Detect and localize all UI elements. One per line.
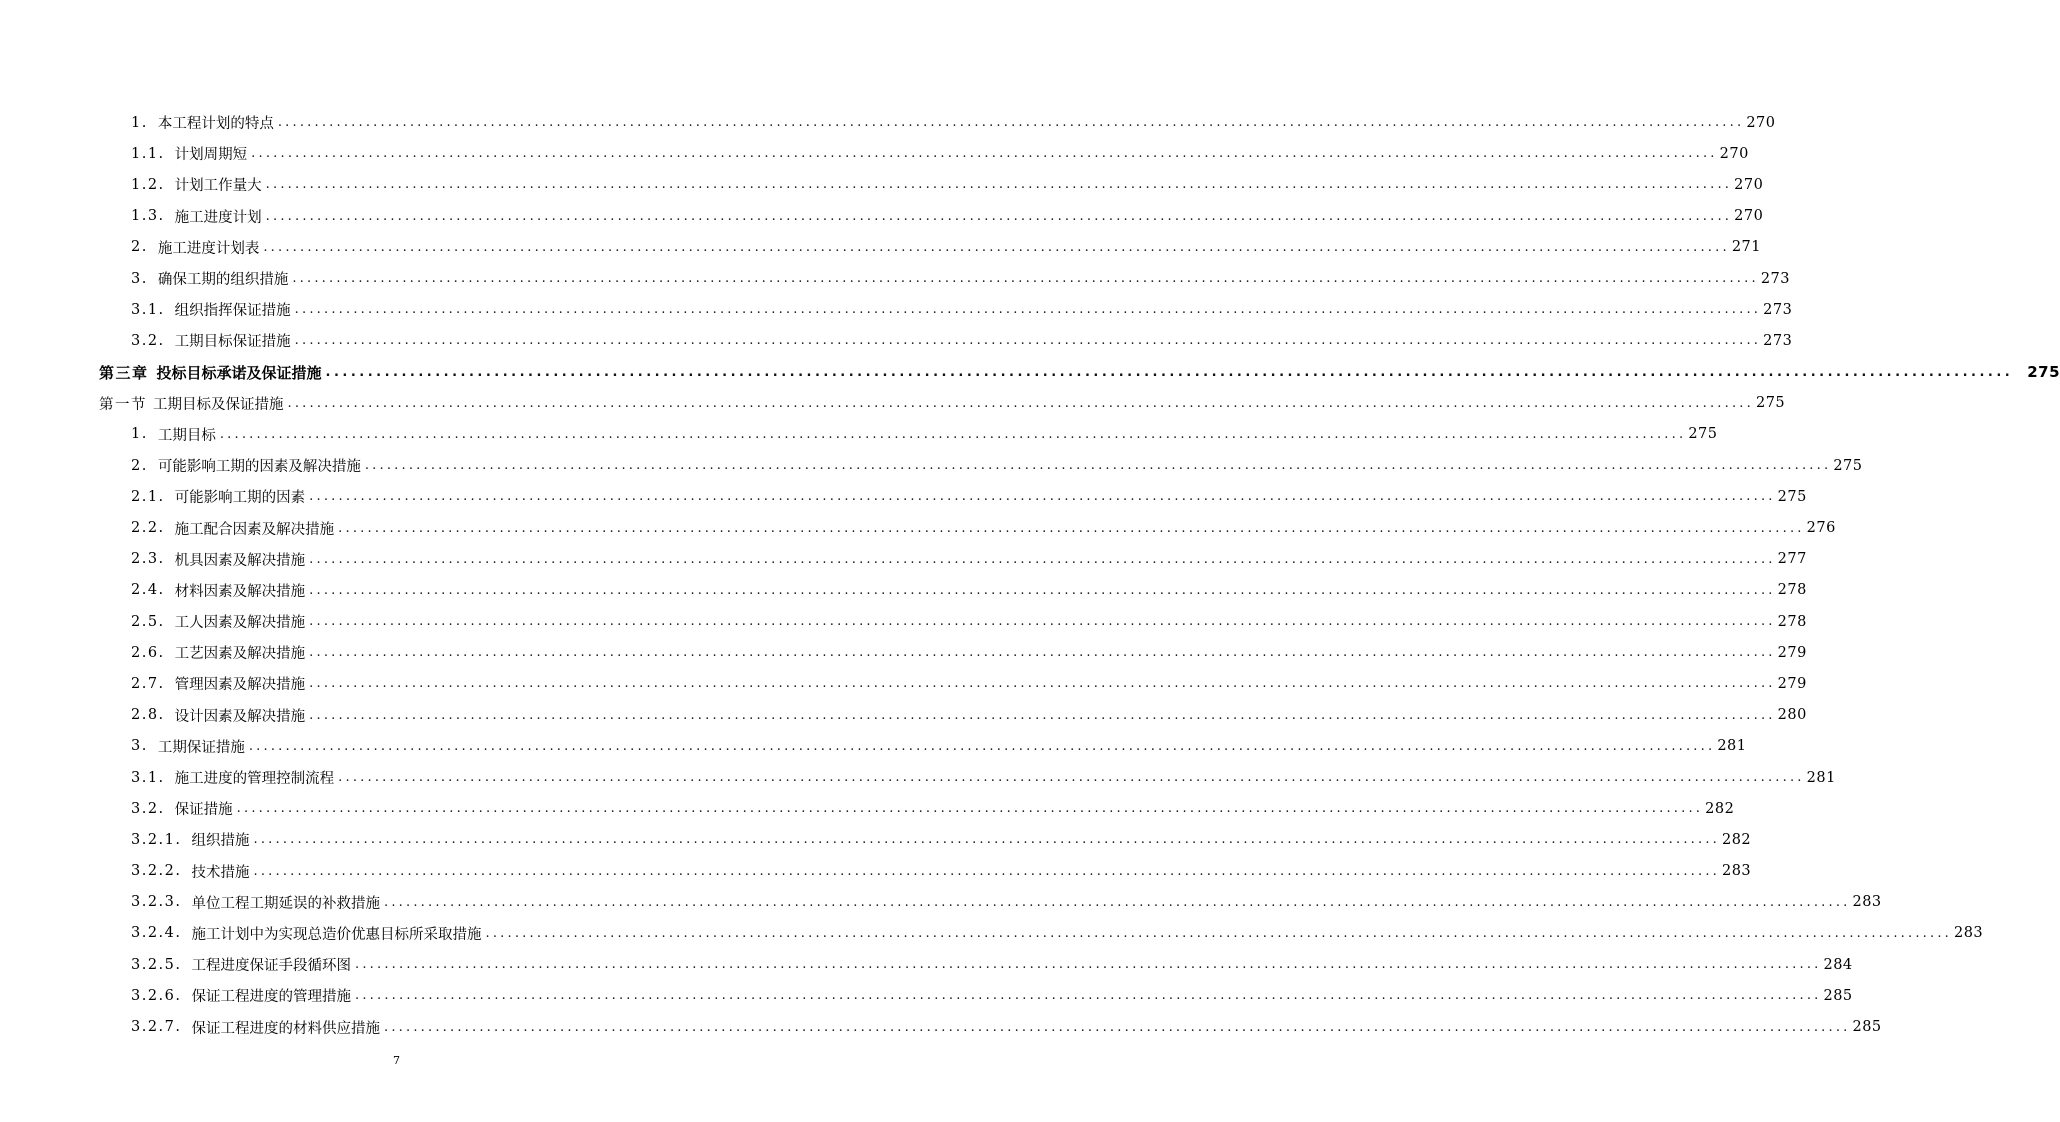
toc-entry-number: 3.2.7. bbox=[131, 1019, 182, 1036]
toc-entry-title: 可能影响工期的因素 bbox=[174, 490, 306, 507]
toc-entry-number: 3.2.2. bbox=[131, 863, 182, 880]
toc-entry-number: 1. bbox=[131, 426, 148, 443]
toc-entry-number: 3.1. bbox=[131, 301, 165, 318]
toc-entry[interactable] bbox=[0, 980, 1853, 1011]
toc-dot-leader: ........................................................................................................................................................................................................ bbox=[248, 738, 1716, 754]
toc-entry-title: 施工配合因素及解决措施 bbox=[174, 521, 335, 538]
toc-entry[interactable] bbox=[0, 606, 1807, 637]
toc-entry-number: 2.8. bbox=[131, 707, 165, 724]
toc-entry[interactable] bbox=[0, 512, 1836, 543]
toc-entry-page: 280 bbox=[1777, 707, 1807, 724]
toc-entry-title: 工人因素及解决措施 bbox=[174, 615, 306, 632]
toc-entry-page: 270 bbox=[1719, 145, 1749, 162]
toc-entry-number: 1.2. bbox=[131, 176, 165, 193]
toc-entry[interactable] bbox=[0, 107, 1776, 138]
toc-dot-leader: ........................................................................................................................................................................................................ bbox=[251, 146, 1718, 162]
toc-entry-page: 270 bbox=[1734, 208, 1764, 225]
toc-entry[interactable] bbox=[0, 450, 1863, 481]
toc-entry[interactable] bbox=[0, 856, 1752, 887]
toc-entry-title: 确保工期的组织措施 bbox=[157, 272, 289, 289]
toc-entry-title: 工期保证措施 bbox=[157, 739, 245, 756]
toc-dot-leader: ........................................................................................................................................................................................................ bbox=[287, 395, 1754, 411]
toc-entry[interactable] bbox=[0, 325, 1793, 356]
toc-entry-title: 工期目标及保证措施 bbox=[153, 396, 284, 413]
toc-dot-leader: ........................................................................................................................................................................................................ bbox=[263, 239, 1730, 255]
toc-dot-leader: ........................................................................................................................................................................................................ bbox=[384, 894, 1851, 910]
toc-entry-page: 273 bbox=[1760, 270, 1790, 287]
toc-entry[interactable] bbox=[0, 575, 1807, 606]
toc-entry-number: 3.2.6. bbox=[131, 987, 182, 1004]
toc-entry-title: 计划周期短 bbox=[174, 147, 248, 164]
table-of-contents bbox=[0, 107, 2060, 1043]
toc-entry-number: 3. bbox=[131, 738, 148, 755]
toc-entry-page: 285 bbox=[1823, 987, 1853, 1004]
toc-entry-title: 工期目标 bbox=[157, 427, 216, 444]
toc-entry-title: 技术措施 bbox=[191, 864, 250, 881]
toc-entry-number: 3.2.4. bbox=[131, 925, 182, 942]
toc-entry-number: 2. bbox=[131, 239, 148, 256]
toc-dot-leader: ........................................................................................................................................................................................................ bbox=[309, 707, 1776, 723]
toc-entry-number: 1.3. bbox=[131, 208, 165, 225]
toc-entry[interactable] bbox=[0, 824, 1752, 855]
toc-dot-leader: ........................................................................................................................................................................................................ bbox=[338, 520, 1805, 536]
toc-entry-page: 285 bbox=[1852, 1019, 1882, 1036]
toc-section-entry[interactable] bbox=[0, 388, 1786, 419]
toc-dot-leader: ........................................................................................................................................................................................................ bbox=[309, 676, 1776, 692]
toc-entry[interactable] bbox=[0, 169, 1764, 200]
toc-entry-title: 工艺因素及解决措施 bbox=[174, 646, 306, 663]
toc-entry-page: 271 bbox=[1731, 239, 1761, 256]
toc-entry-title: 保证工程进度的管理措施 bbox=[191, 989, 352, 1006]
toc-entry-number: 第三章 bbox=[99, 363, 149, 382]
toc-entry-number: 2.7. bbox=[131, 675, 165, 692]
toc-dot-leader: ........................................................................................................................................................................................................ bbox=[265, 177, 1733, 193]
toc-entry-title: 保证措施 bbox=[174, 802, 233, 819]
toc-entry-page: 275 bbox=[1833, 457, 1863, 474]
toc-entry-title: 组织措施 bbox=[191, 833, 250, 850]
toc-dot-leader: ........................................................................................................................................................................................................ bbox=[253, 832, 1720, 848]
toc-entry-number: 3.2.3. bbox=[131, 894, 182, 911]
toc-entry-page: 283 bbox=[1721, 863, 1752, 880]
toc-entry-title: 计划工作量大 bbox=[174, 178, 262, 195]
toc-dot-leader: ........................................................................................................................................................................................................ bbox=[309, 489, 1776, 505]
page-number: 7 bbox=[393, 1054, 400, 1067]
toc-dot-leader: ........................................................................................................................................................................................................ bbox=[292, 271, 1759, 287]
toc-dot-leader: ........................................................................................................................................................................................................ bbox=[384, 1019, 1851, 1035]
toc-entry-page: 276 bbox=[1806, 520, 1836, 537]
toc-chapter-entry[interactable] bbox=[0, 357, 2060, 388]
toc-entry-number: 2.3. bbox=[131, 551, 165, 568]
toc-entry-title: 施工进度计划表 bbox=[157, 240, 260, 257]
toc-entry-title: 机具因素及解决措施 bbox=[174, 552, 306, 569]
toc-entry[interactable] bbox=[0, 918, 1984, 949]
toc-entry-title: 施工进度的管理控制流程 bbox=[174, 771, 335, 788]
toc-dot-leader: ........................................................................................................................................................................................................ bbox=[219, 426, 1687, 442]
toc-dot-leader: ........................................................................................................................................................................................................ bbox=[309, 614, 1776, 630]
toc-dot-leader: ........................................................................................................................................................................................................ bbox=[364, 458, 1832, 474]
toc-entry-number: 3.2.5. bbox=[131, 956, 182, 973]
toc-entry-number: 2.2. bbox=[131, 520, 165, 537]
toc-dot-leader: ........................................................................................................................................................................................................ bbox=[253, 863, 1720, 879]
toc-entry-number: 2.1. bbox=[131, 488, 165, 505]
toc-entry-page: 275 bbox=[1777, 488, 1807, 505]
toc-entry-page: 270 bbox=[1746, 114, 1776, 131]
toc-dot-leader: ........................................................................................................................................................................................................ bbox=[265, 208, 1733, 224]
toc-entry-page: 281 bbox=[1717, 738, 1747, 755]
toc-entry[interactable] bbox=[0, 1011, 1882, 1042]
toc-entry-page: 279 bbox=[1777, 644, 1807, 661]
toc-entry-page: 275 bbox=[1755, 395, 1786, 412]
toc-entry[interactable] bbox=[0, 949, 1853, 980]
toc-entry[interactable] bbox=[0, 637, 1807, 668]
toc-entry-title: 单位工程工期延误的补救措施 bbox=[191, 895, 381, 912]
toc-entry[interactable] bbox=[0, 138, 1749, 169]
toc-entry-page: 278 bbox=[1777, 582, 1807, 599]
toc-entry-number: 2.6. bbox=[131, 644, 165, 661]
toc-entry-number: 3. bbox=[131, 270, 148, 287]
toc-dot-leader: ........................................................................................................................................................................................................ bbox=[309, 582, 1776, 598]
toc-entry-page: 275 bbox=[1688, 426, 1718, 443]
toc-entry-number: 第一节 bbox=[99, 396, 147, 413]
toc-entry-number: 2.4. bbox=[131, 582, 165, 599]
toc-entry-title: 施工计划中为实现总造价优惠目标所采取措施 bbox=[191, 926, 482, 943]
toc-entry[interactable] bbox=[0, 544, 1807, 575]
toc-entry-title: 工程进度保证手段循环图 bbox=[191, 958, 352, 975]
toc-entry-page: 273 bbox=[1763, 301, 1793, 318]
toc-entry-page: 273 bbox=[1763, 332, 1793, 349]
toc-dot-leader: ........................................................................................................................................................................................................ bbox=[338, 770, 1805, 786]
toc-dot-leader: ........................................................................................................................................................................................................ bbox=[355, 957, 1822, 973]
toc-entry-page: 277 bbox=[1777, 551, 1807, 568]
toc-entry-number: 3.2.1. bbox=[131, 831, 182, 848]
toc-entry-title: 材料因素及解决措施 bbox=[174, 583, 306, 600]
toc-entry-page: 282 bbox=[1721, 831, 1752, 848]
toc-entry-title: 本工程计划的特点 bbox=[157, 116, 274, 133]
toc-entry-page: 284 bbox=[1823, 956, 1853, 973]
toc-entry[interactable] bbox=[0, 294, 1793, 325]
toc-entry[interactable] bbox=[0, 232, 1761, 263]
toc-entry-page: 282 bbox=[1705, 800, 1735, 817]
toc-entry-page: 283 bbox=[1953, 925, 1984, 942]
toc-entry-number: 1.1. bbox=[131, 145, 165, 162]
toc-entry-number: 2.5. bbox=[131, 613, 165, 630]
toc-entry-number: 2. bbox=[131, 457, 148, 474]
toc-entry-page: 270 bbox=[1734, 176, 1764, 193]
toc-entry-page: 279 bbox=[1777, 675, 1807, 692]
toc-dot-leader: ........................................................................................................................................................................................................ bbox=[309, 645, 1776, 661]
toc-entry-number: 3.2. bbox=[131, 800, 165, 817]
toc-entry[interactable] bbox=[0, 668, 1807, 699]
toc-entry-number: 3.1. bbox=[131, 769, 165, 786]
toc-dot-leader: ........................................................................................................................................................................................................ bbox=[294, 333, 1762, 349]
toc-entry[interactable] bbox=[0, 419, 1718, 450]
toc-entry[interactable] bbox=[0, 700, 1807, 731]
toc-entry-page: 281 bbox=[1806, 769, 1836, 786]
toc-entry-title: 施工进度计划 bbox=[174, 209, 262, 226]
toc-dot-leader: ........................................................................................................................................................................................................ bbox=[309, 551, 1776, 567]
toc-entry-title: 工期目标保证措施 bbox=[174, 334, 291, 351]
toc-entry[interactable] bbox=[0, 793, 1735, 824]
toc-dot-leader: ........................................................................................................................................................................................................ bbox=[355, 988, 1822, 1004]
toc-entry-page: 275 bbox=[2027, 363, 2060, 382]
toc-entry-page: 283 bbox=[1852, 894, 1882, 911]
toc-dot-leader: ........................................................................................................................................................................................................ bbox=[325, 364, 2014, 380]
toc-dot-leader: ........................................................................................................................................................................................................ bbox=[294, 302, 1762, 318]
toc-entry-title: 管理因素及解决措施 bbox=[174, 677, 306, 694]
toc-entry-title: 组织指挥保证措施 bbox=[174, 303, 291, 320]
toc-entry-page: 278 bbox=[1777, 613, 1807, 630]
toc-entry-title: 设计因素及解决措施 bbox=[174, 708, 306, 725]
toc-entry[interactable] bbox=[0, 887, 1882, 918]
toc-entry[interactable] bbox=[0, 731, 1747, 762]
toc-entry-title: 保证工程进度的材料供应措施 bbox=[191, 1020, 381, 1037]
toc-entry[interactable] bbox=[0, 263, 1790, 294]
toc-entry-title: 可能影响工期的因素及解决措施 bbox=[157, 459, 361, 476]
toc-entry-number: 1. bbox=[131, 114, 148, 131]
toc-dot-leader: ........................................................................................................................................................................................................ bbox=[236, 801, 1704, 817]
toc-entry[interactable] bbox=[0, 201, 1764, 232]
toc-entry-number: 3.2. bbox=[131, 332, 165, 349]
toc-dot-leader: ........................................................................................................................................................................................................ bbox=[277, 115, 1745, 131]
toc-entry[interactable] bbox=[0, 762, 1836, 793]
toc-dot-leader: ........................................................................................................................................................................................................ bbox=[485, 925, 1952, 941]
toc-entry-title: 投标目标承诺及保证措施 bbox=[156, 363, 322, 382]
toc-entry[interactable] bbox=[0, 481, 1807, 512]
